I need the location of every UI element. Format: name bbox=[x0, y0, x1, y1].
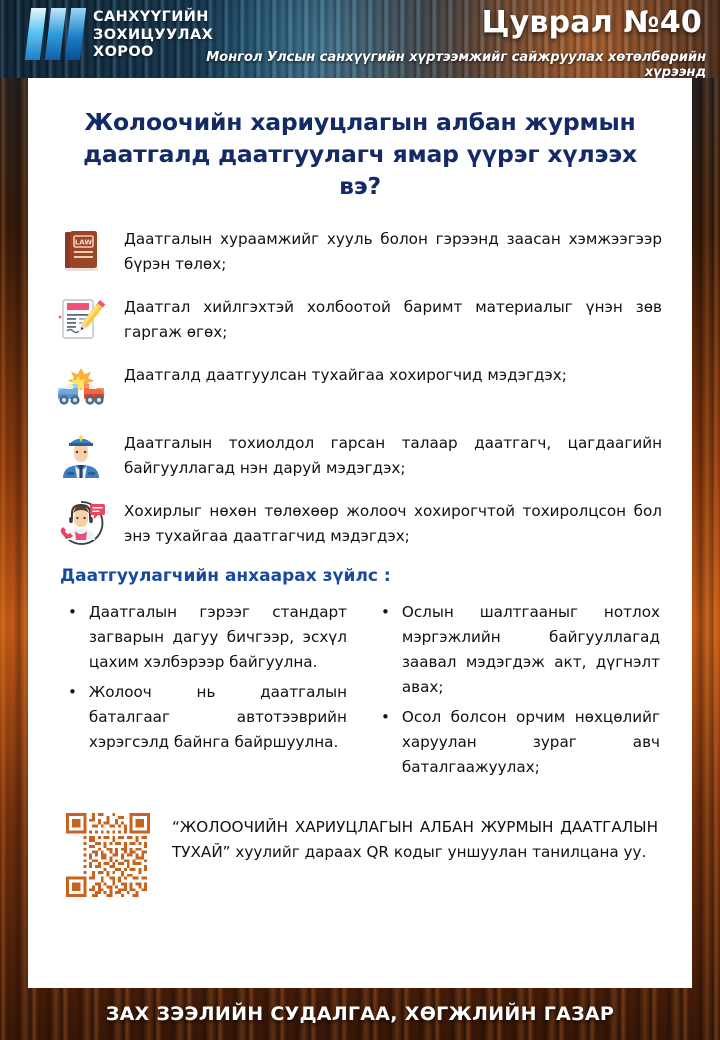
page-header bbox=[0, 0, 720, 78]
series-number: Цуврал №40 bbox=[481, 5, 702, 40]
list-item bbox=[68, 680, 347, 755]
header-subtitle: Монгол Улсын санхүүгийн хүртээмжийг сайжруулах хөтөлбөрийн хүрээнд bbox=[206, 50, 706, 78]
list-item-text: Осол болсон орчим нөхцөлийг харуулан зураг авч баталгаажуулах; bbox=[401, 708, 660, 776]
notes-columns bbox=[54, 600, 666, 785]
notes-column-left bbox=[68, 600, 347, 785]
logo-line-2: ЗОХИЦУУЛАХ bbox=[93, 26, 214, 43]
notes-heading: Даатгуулагчийн анхаарах зүйлс : bbox=[60, 566, 391, 586]
bullet-icon: • bbox=[68, 683, 77, 701]
duty-item bbox=[54, 496, 666, 550]
bullet-icon: • bbox=[68, 603, 77, 621]
duty-item bbox=[54, 292, 666, 346]
duty-item bbox=[54, 224, 666, 278]
duty-item bbox=[54, 360, 666, 414]
list-item bbox=[381, 705, 660, 780]
duty-text: Даатгалын тохиолдол гарсан талаар даатгагч, цагдаагийн байгууллагад нэн даруй мэдэгдэх; bbox=[124, 434, 662, 477]
duty-text: Даатгалын хураамжийг хууль болон гэрээнд заасан хэмжээгээр бүрэн төлөх; bbox=[124, 230, 662, 273]
duty-text: Хохирлыг нөхөн төлөхөөр жолооч хохирогчтой тохиролцсон бол энэ тухайгаа даатгагчид мэдэгдэх; bbox=[124, 502, 662, 545]
document-pencil-icon bbox=[54, 292, 108, 346]
qr-section bbox=[54, 813, 666, 897]
law-book-icon bbox=[54, 224, 108, 278]
bullet-icon: • bbox=[381, 603, 390, 621]
notes-column-right bbox=[381, 600, 660, 785]
duty-text: Даатгалд даатгуулсан тухайгаа хохирогчид мэдэгдэх; bbox=[124, 366, 567, 384]
logo-bars-icon bbox=[28, 8, 83, 60]
call-center-agent-icon bbox=[54, 496, 108, 550]
qr-code-icon[interactable] bbox=[66, 813, 150, 897]
list-item-text: Даатгалын гэрээг стандарт загварын дагуу бичгээр, эсхүл цахим хэлбэрээр байгуулна. bbox=[88, 603, 347, 671]
car-crash-icon bbox=[54, 360, 108, 414]
duty-list bbox=[54, 224, 666, 550]
content-card bbox=[28, 78, 692, 988]
list-item bbox=[68, 600, 347, 675]
qr-description: “ЖОЛООЧИЙН ХАРИУЦЛАГЫН АЛБАН ЖУРМЫН ДААТГАЛЫН ТУХАЙ” хуулийг дараах QR кодыг уншуулан танилцана уу. bbox=[172, 818, 658, 861]
police-officer-icon bbox=[54, 428, 108, 482]
logo-line-3: ХОРОО bbox=[93, 44, 154, 60]
svg-text:LAW: LAW bbox=[74, 238, 93, 247]
duty-item bbox=[54, 428, 666, 482]
bullet-icon: • bbox=[381, 708, 390, 726]
list-item-text: Ослын шалтгааныг нотлох мэргэжлийн байгууллагад заавал мэдэгдэж акт, дүгнэлт авах; bbox=[401, 603, 660, 696]
logo-line-1: САНХҮҮГИЙН bbox=[93, 9, 209, 25]
page-footer bbox=[0, 988, 720, 1040]
footer-text: ЗАХ ЗЭЭЛИЙН СУДАЛГАА, ХӨГЖЛИЙН ГАЗАР bbox=[105, 1003, 615, 1025]
list-item bbox=[381, 600, 660, 700]
list-item-text: Жолооч нь даатгалын баталгааг автотээврийн хэрэгсэлд байнга байршуулна. bbox=[88, 683, 347, 751]
page-title: Жолоочийн хариуцлагын албан журмын даатгалд даатгуулагч ямар үүрэг хүлээх вэ? bbox=[83, 108, 637, 200]
duty-text: Даатгал хийлгэхтэй холбоотой баримт материалыг үнэн зөв гаргаж өгөх; bbox=[124, 298, 662, 341]
